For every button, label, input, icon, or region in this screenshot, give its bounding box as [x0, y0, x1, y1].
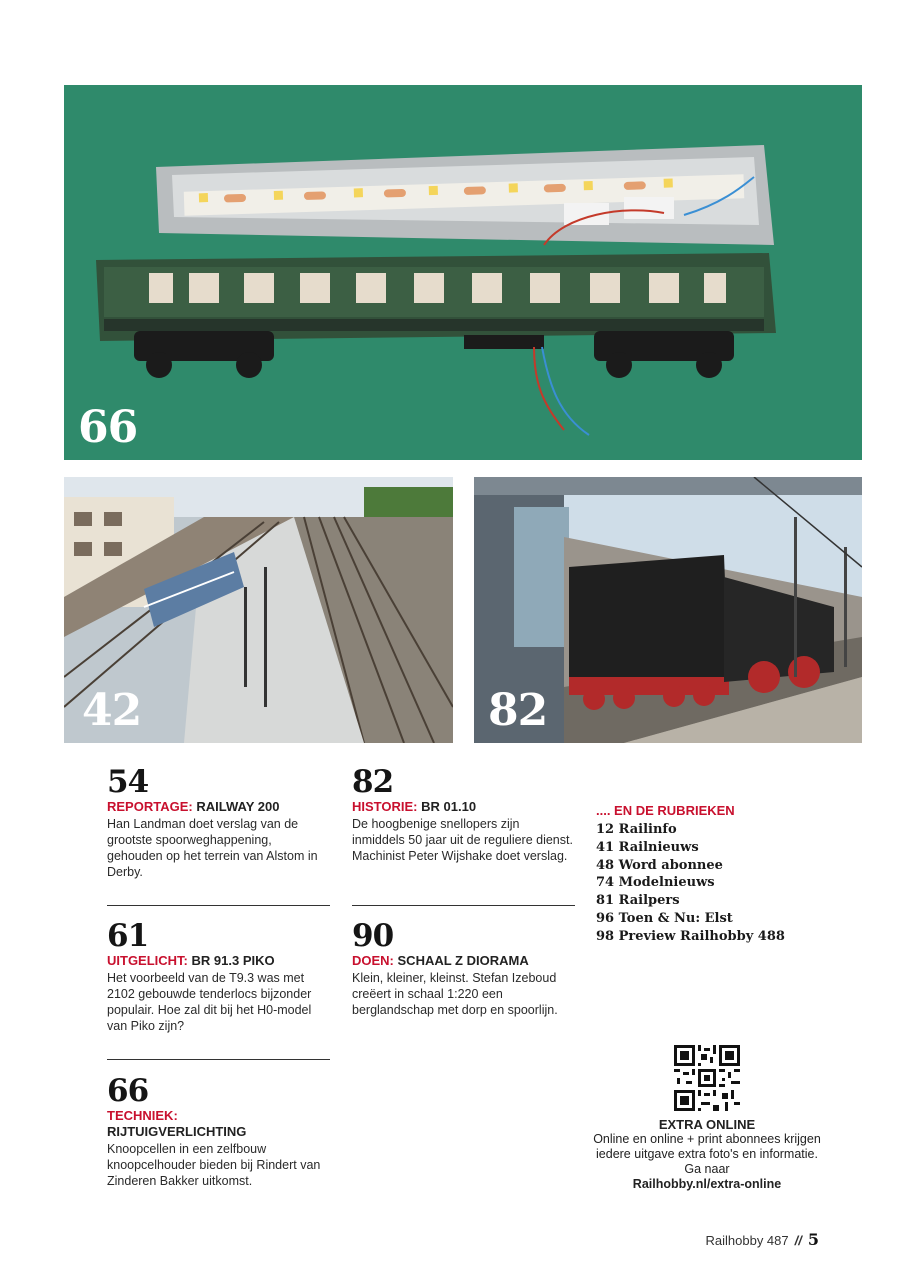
- magazine-issue: Railhobby 487: [705, 1233, 789, 1248]
- article-item[interactable]: [352, 920, 574, 1018]
- qr-code-icon[interactable]: [674, 1045, 740, 1111]
- photo-steam-locomotive: [474, 477, 862, 743]
- rubriek-item[interactable]: 41 Railnieuws: [596, 839, 699, 855]
- divider: [352, 905, 575, 906]
- article-title: BR 91.3 PIKO: [191, 953, 275, 968]
- rubrieken-list: [596, 803, 836, 946]
- article-description: Knoopcellen in een zelfbouw knoopcelhouder bieden bij Rindert van Zinderen Bakker uitkomst.: [107, 1142, 321, 1188]
- article-category: TECHNIEK:: [107, 1108, 178, 1123]
- extra-online-box: [586, 1045, 828, 1192]
- article-description: Han Landman doet verslag van de grootste spoorweghappening, gehouden op het terrein van Alstom in Derby.: [107, 817, 318, 879]
- article-item[interactable]: [107, 766, 329, 880]
- article-item[interactable]: [352, 766, 574, 864]
- page-footer: [706, 1230, 820, 1249]
- photo-page-number: 66: [78, 402, 138, 453]
- rubriek-item[interactable]: 96 Toen & Nu: Elst: [596, 910, 733, 926]
- rubrieken-title: .... EN DE RUBRIEKEN: [596, 803, 735, 818]
- rubriek-item[interactable]: 98 Preview Railhobby 488: [596, 928, 785, 944]
- article-page-number: 90: [352, 918, 394, 954]
- page-number: 5: [807, 1230, 819, 1249]
- rubriek-item[interactable]: 48 Word abonnee: [596, 857, 723, 873]
- photo-station-tracks: [64, 477, 453, 743]
- extra-online-link[interactable]: Railhobby.nl/extra-online: [632, 1177, 782, 1191]
- photo-page-number: 82: [488, 685, 548, 736]
- article-description: Klein, kleiner, kleinst. Stefan Izeboud creëert in schaal 1:220 een berglandschap met dorp en spoorlijn.: [352, 971, 558, 1017]
- article-title: RIJTUIGVERLICHTING: [107, 1124, 247, 1139]
- article-description: Het voorbeeld van de T9.3 was met 2102 gebouwde tenderlocs bijzonder populair. Hoe zal dit bij het H0-model van Piko zijn?: [107, 971, 312, 1033]
- rubriek-item[interactable]: 74 Modelnieuws: [596, 875, 715, 891]
- article-title: BR 01.10: [421, 799, 477, 814]
- rubriek-item[interactable]: 81 Railpers: [596, 893, 680, 909]
- article-page-number: 54: [107, 764, 149, 800]
- footer-separator: //: [794, 1233, 802, 1248]
- article-category: UITGELICHT:: [107, 953, 188, 968]
- article-page-number: 61: [107, 918, 149, 954]
- article-title: RAILWAY 200: [196, 799, 280, 814]
- article-description: De hoogbenige snellopers zijn inmiddels 50 jaar uit de reguliere dienst. Machinist Peter Wijshake doet verslag.: [352, 817, 573, 863]
- article-page-number: 66: [107, 1073, 149, 1109]
- article-category: HISTORIE:: [352, 799, 418, 814]
- extra-online-title: EXTRA ONLINE: [658, 1117, 756, 1132]
- photo-lighting-model: [64, 85, 862, 460]
- article-category: DOEN:: [352, 953, 394, 968]
- article-item[interactable]: [107, 920, 329, 1034]
- article-title: SCHAAL Z DIORAMA: [397, 953, 529, 968]
- article-category: REPORTAGE:: [107, 799, 193, 814]
- article-item[interactable]: [107, 1075, 329, 1189]
- article-page-number: 82: [352, 764, 394, 800]
- divider: [107, 905, 330, 906]
- divider: [107, 1059, 330, 1060]
- extra-online-text: Online en online + print abonnees krijgen iedere uitgave extra foto's en informatie. Ga naar: [593, 1132, 821, 1176]
- rubriek-item[interactable]: 12 Railinfo: [596, 822, 677, 837]
- photo-page-number: 42: [82, 685, 142, 736]
